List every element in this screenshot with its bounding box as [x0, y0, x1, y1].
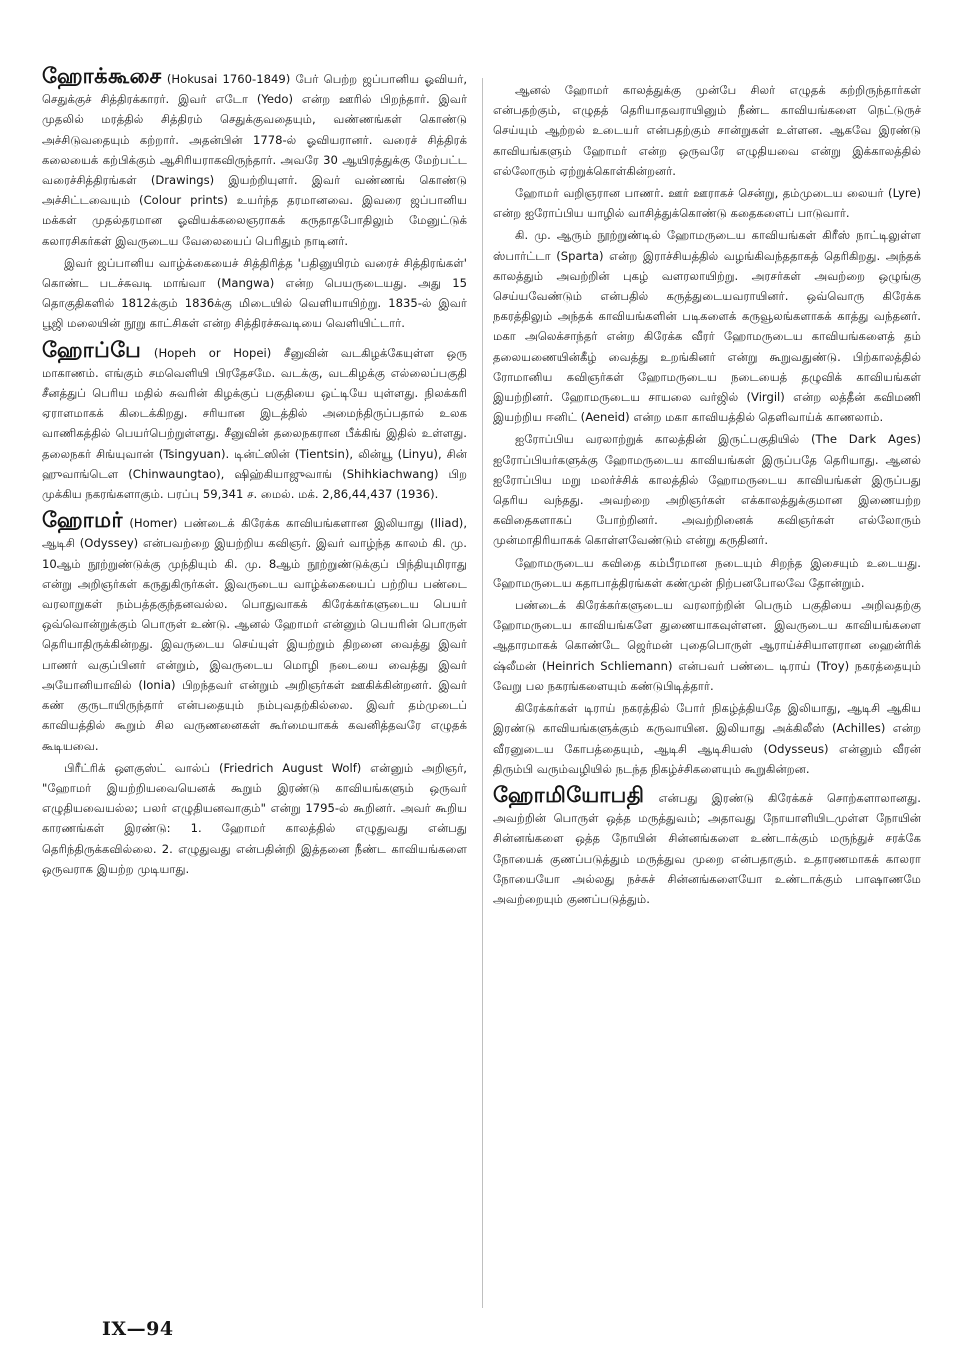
entry-heading: ஹோமர்	[42, 508, 123, 533]
entry-homer	[42, 510, 467, 755]
entry-paragraph: ஐரோப்பிய வரலாற்றுக் காலத்தின் இருட்பகுதியில் (The Dark Ages) ஐரோப்பியர்களுக்கு ஹோமருடைய காவியங்கள் இருப்பதே தெரியாது. ஆனல் ஐரோப்பிய மறு மலர்ச்சிக் காலத்தில் ஹோமருடைய காவியங்கள் இருப்பது தெரிய வந்தது. அவற்றை அறிஞர்கள் எக்காலத்துக்குமான இணையற்ற கவிதைகளாகப் போற்றினர். அவற்றினைக் கவிஞர்கள் எல்லோரும் முன்மாதிரியாகக் கொள்ளவேண்டும் என்று கருதினர்.	[493, 432, 921, 548]
left-column	[42, 66, 467, 881]
entry-hokusai	[42, 66, 467, 251]
entry-hopeh	[42, 337, 467, 505]
entry-paragraph: கி. மு. ஆரும் நூற்றுண்டில் ஹோமருடைய காவியங்கள் கிரீஸ் நாட்டிலுள்ள ஸ்பார்ட்டா (Sparta) என்ற இராச்சியத்தில் வழங்கிவந்ததாகத் தெரிகிறது. அந்தக் காலத்தும் அவற்றின் புகழ் வளரலாயிற்று. அரசர்கள் அவற்றை ஒழுங்கு செய்யவேண்டும் என்பதில் கருத்துடையவராயினர். ஒவ்வொரு கிரேக்க நகரத்திலும் அந்தக் காவியங்களின் படிகளைக் கருவூலங்களாகக் காத்து வந்தனர். மகா அலெக்சாந்தர் என்ற கிரேக்க வீரர் ஹோமருடைய காவியங்களைத் தம் தலையணையின்கீழ் வைத்து உறங்கினர் என்று கூறுவதுண்டு. பிற்காலத்தில் ரோமானிய கவிஞர்கள் ஹோமருடைய நடையைத் தழுவிக் காவியங்கள் இயற்றினர். ஹோமருடைய சாயலை வர்ஜில் (Virgil) என்ற லத்தீன் கவிமணி இயற்றிய ஈனிட் (Aeneid) என்ற மகா காவியத்தில் தெளிவாய்க் காணலாம்.	[493, 228, 921, 425]
entry-heading: ஹோப்பே	[42, 337, 142, 362]
entry-paragraph: பிரீட்ரிக் ஔகுஸ்ட் வால்ப் (Friedrich August Wolf) என்னும் அறிஞர், "ஹோமர் இயற்றியவையெனக் கூறும் இரண்டு காவியங்களும் ஒருவர் எழுதியவையல்ல; பலர் எழுதியனவாகும்" என்று 1795-ல் கூறினர். அவர் கூறிய காரணங்கள் இரண்டு: 1. ஹோமர் காலத்தில் எழுதுவது என்பது தெரிந்திருக்கவில்லை. 2. எழுதுவது என்பதின்றி இத்தனை நீண்ட காவியங்களை ஒருவராக இயற்ற முடியாது.	[42, 760, 467, 876]
page-folio: IX—94	[102, 1318, 174, 1340]
entry-paragraph: ஹோமர் வறிஞரான பாணர். ஊர் ஊராகச் சென்று, தம்முடைய லையர் (Lyre) என்ற ஐரோப்பிய யாழில் வாசித்துக்கொண்டு கதைகளைப் பாடுவார்.	[493, 186, 921, 221]
entry-heading: ஹோமியோபதி	[493, 782, 645, 807]
right-column	[493, 80, 921, 911]
entry-paragraph: ஆனல் ஹோமர் காலத்துக்கு முன்பே சிலர் எழுதக் கற்றிருந்தார்கள் என்பதற்கும், எழுதத் தெரியாதவராயினும் நீண்ட காவியங்களை நெட்டுருச் செய்யும் ஆற்றல் உடையர் என்பதற்கும் சான்றுகள் உள்ளன. ஆகவே இரண்டு காவியங்களும் ஹோமர் என்ற ஒருவரே எழுதியவை என்று இக்காலத்தில் எல்லோரும் ஏற்றுக்கொள்கின்றனர்.	[493, 83, 921, 178]
entry-text: (Hokusai 1760-1849) பேர் பெற்ற ஜப்பானிய ஓவியர், செதுக்குச் சித்திரக்காரர். இவர் எடோ (Yedo) என்ற ஊரில் பிறந்தார். இவர் முதலில் மரத்தில் சித்திரம் செதுக்குவதையும், வண்ணங்கள் கொண்டு அச்சிடுவதையும் கற்றார். அதன்பின் 1778-ல் ஓவியரானர். வரைச் சித்திரக் கலையைக் கற்பிக்கும் ஆசிரியராகவிருந்தார். அவரே 30 ஆயிரத்துக்கு மேற்பட்ட வரைச்சித்திரங்கள் (Drawings) இயற்றியுளர். இவர் வண்ணங் கொண்டு அச்சிட்டவையும் (Colour prints) உயர்ந்த தரமானவை. இவரை ஜப்பானிய மக்கள் முதல்தரமான ஓவியக்கலைஞராகக் கருதாதபோதிலும் மேனுட்டுக் கலாரசிகர்கள் இவருடைய வேலையைப் பெரிதும் நாடினர்.	[42, 72, 468, 248]
entry-text: (Hopeh or Hopei) சீனுவின் வடகிழக்கேயுள்ள ஒரு மாகாணம். எங்கும் சமவெளியி பிரதேசமே. வடக்கு, வடகிழக்கு எல்லைப்பகுதி சீனத்துப் பெரிய மதில் சுவரின் கிழக்குப் பகுதியை ஒட்டியே யுள்ளது. நிலக்கரி ஏராளமாகக் கிடைக்கிறது. சரியான இடத்தில் அமைந்திருப்பதால் உலக வாணிகத்தில் பெயர்பெற்றுள்ளது. சீனுவின் தலைநகரான பீக்கிங் இதில் உள்ளது. தலைநகர் சிங்யுவான் (Tsingyuan). டின்ட்ஸின் (Tientsin), லின்யூ (Linyu), சின் ஹுவாங்டௌ (Chinwaungtao), ஷிஹ்கியாஜுவாங் (Shihkiachwang) பிற முக்கிய நகரங்களாகும். பரப்பு 59,341 ச. மைல். மக். 2,86,44,437 (1936).	[42, 345, 467, 502]
entry-text: என்பது இரண்டு கிரேக்கச் சொற்களாலானது. அவற்றின் பொருள் ஒத்த மருத்துவம்; அதாவது நோயாளியிடமுள்ள நோயின் சின்னங்களை ஒத்த நோயின் சின்னங்களை உண்டாக்கும் மருந்துச் சரக்கே நோயைக் குணப்படுத்தும் மருத்துவ முறை என்பதாகும். உதாரணமாகக் காலரா நோயையோ அல்லது நச்சுச் சின்னங்களையோ உண்டாக்கும் பாஷாணமே அவற்றையும் குணப்படுத்தும்.	[493, 790, 921, 906]
entry-text: (Homer) பண்டைக் கிரேக்க காவியங்களான இலியாது (Iliad), ஆடிசி (Odyssey) என்பவற்றை இயற்றிய கவிஞர். இவர் வாழ்ந்த காலம் கி. மு. 10ஆம் நூற்றுண்டுக்கு முந்தியும் கி. மு. 8ஆம் நூற்றுண்டுக்குப் பிந்தியுமிராது என்று அறிஞர்கள் கருதுகிருர்கள். இவருடைய வாழ்க்கையைப் பற்றிய பண்டை வரலாறுகள் நம்பத்தகுந்தனவல்ல. பொதுவாகக் கிரேக்கர்களுடைய பெயர் ஒவ்வொன்றுக்கும் பொருள் உண்டு. ஆனல் ஹோமர் என்னும் பெயரின் பொருள் தெரியாதிருக்கின்றது. இவருடைய செய்யுள் இயற்றும் திறனை வைத்து இவர் பாணர் வகுப்பினர் என்றும், இவருடைய மொழி நடையை வைத்து இவர் அயோனியாவில் (Ionia) பிறந்தவர் என்றும் அறிஞர்கள் ஊகிக்கின்றனர். இவர் கண் குருடாயிருந்தார் என்பதையும் நம்புவதற்கில்லை. இவர் தம்முடைப் காவியத்தில் கூறும் சில வருணனைகள் கூர்மையாகக் கவனித்தவரே எழுதக் கூடியவை.	[42, 516, 468, 753]
entry-paragraph: கிரேக்கர்கள் டிராய் நகரத்தில் போர் நிகழ்த்தியதே இலியாது, ஆடிசி ஆகிய இரண்டு காவியங்களுக்கும் கருவாயின. இலியாது அக்கிலீஸ் (Achilles) என்ற வீரனுடைய கோபத்தையும், ஆடிசி ஆடிசியஸ் (Odysseus) என்னும் வீரன் திரும்பி வரும்வழியில் நடந்த நிகழ்ச்சிகளையும் கூறுகின்றன.	[493, 701, 921, 776]
entry-paragraph: இவர் ஜப்பானிய வாழ்க்கையைச் சித்திரித்த 'பதினுயிரம் வரைச் சித்திரங்கள்' கொண்ட படச்சுவடி மாங்வா (Mangwa) என்ற பெயருடையது. அது 15 தொகுதிகளில் 1812க்கும் 1836க்கு மிடையில் வெளியாயிற்று. 1835-ல் இவர் பூஜி மலையின் நூறு காட்சிகள் என்ற சித்திரச்சுவடியை வெளியிட்டார்.	[42, 255, 467, 331]
column-divider	[482, 78, 483, 1308]
entry-homeopathy	[493, 782, 921, 909]
entry-heading: ஹோக்கூசை	[42, 64, 162, 88]
entry-paragraph: பண்டைக் கிரேக்கர்களுடைய வரலாற்றின் பெரும் பகுதியை அறிவதற்கு ஹோமருடைய காவியங்களே துணையாகவுள்ளன. இவருடைய காவியங்களை ஆதாரமாகக் கொண்டே ஜெர்மன் புதைபொருள் ஆராய்ச்சியாளரான ஹைன்ரிக் ஷ்லீமன் (Heinrich Schliemann) என்பவர் பண்டை டிராய் (Troy) நகரத்தையும் வேறு பல நகரங்களையும் கண்டுபிடித்தார்.	[493, 598, 921, 693]
entry-paragraph: ஹோமருடைய கவிதை கம்பீரமான நடையும் சிறந்த இசையும் உடையது. ஹோமருடைய கதாபாத்திரங்கள் கண்முன் நிற்பனபோலவே தோன்றும்.	[493, 555, 921, 590]
